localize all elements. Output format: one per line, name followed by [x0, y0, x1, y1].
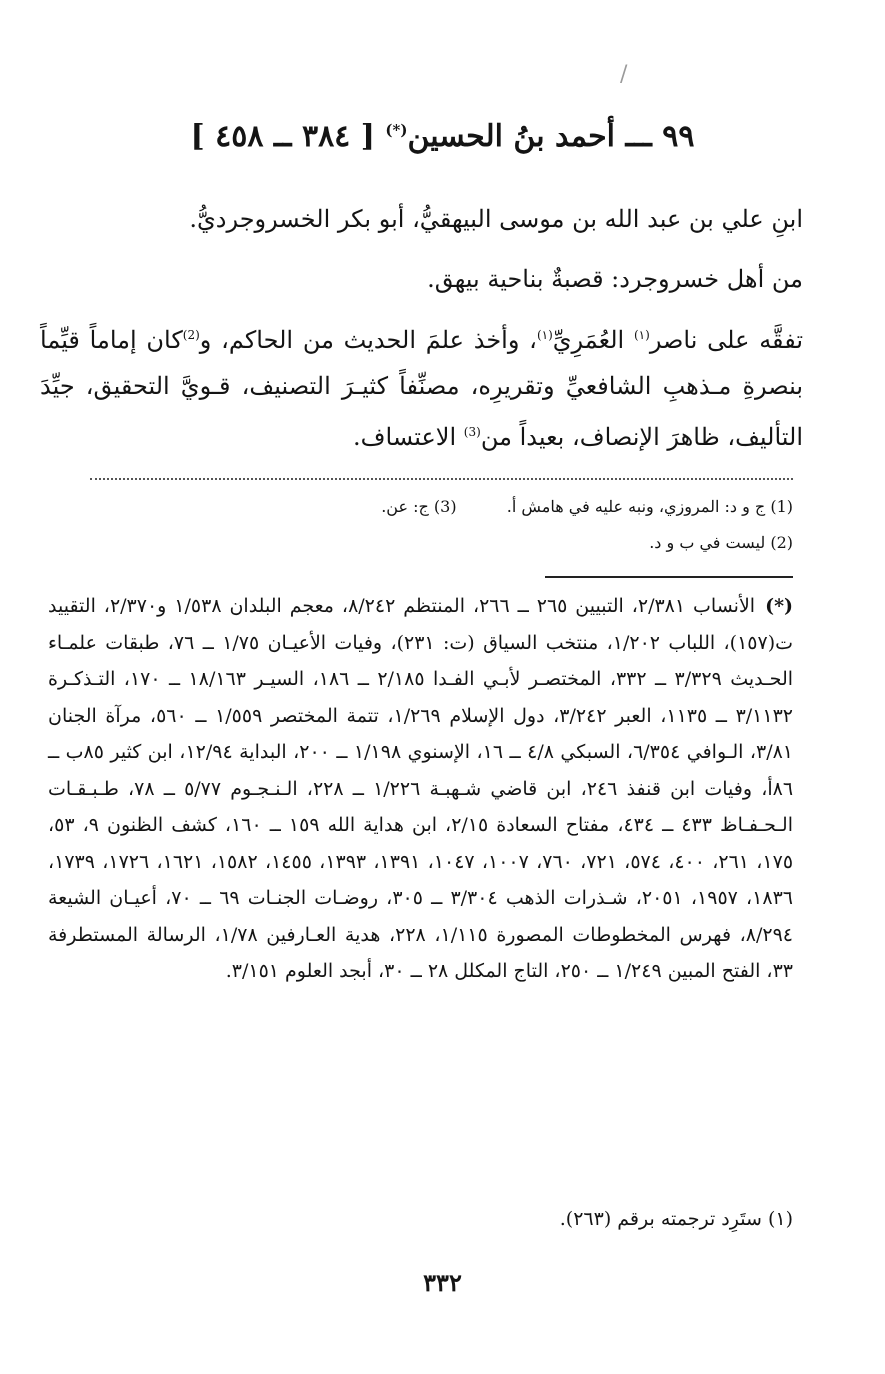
footnote-3-text: ج: عن. [381, 497, 429, 516]
references-text: الأنساب ٢/٣٨١، التبيين ٢٦٥ ــ ٢٦٦، المنتظم ٨/٢٤٢، معجم البلدان ١/٥٣٨ و٢/٣٧٠، التقييد ت(١٥٧)، اللباب ١/٢٠٢، منتخب السياق (ت: ٢٣١)، وفيات الأعيـان ١/٧٥ ــ ٧٦، طبقات علمـاء الحـديث ٣/٣٢٩ ــ ٣٣٢، المختصـر لأبـي الفـدا ٢/١٨٥ ــ ١٨٦، السيـر ١٨/١٦٣ ــ ١٧٠، التـذكـرة ٣/١١٣٢ ــ ١١٣٥، العبر ٣/٢٤٢، دول الإسلام ١/٢٦٩، تتمة المختصر ١/٥٥٩ ــ ٥٦٠، مرآة الجنان ٣/٨١، الـوافي ٦/٣٥٤، السبكي ٤/٨ ــ ١٦، الإسنوي ١/١٩٨ ــ ٢٠٠، البداية ١٢/٩٤، ابن كثير ٨٥ب ــ ٨٦أ، وفيات ابن قنفذ ٢٤٦، ابن قاضي شـهبـة ١/٢٢٦ ــ ٢٢٨، الـنـجـوم ٥/٧٧ ــ ٧٨، طـبـقـات الـحـفـاظ ٤٣٣ ــ ٤٣٤، مفتاح السعادة ٢/١٥، ابن هداية الله ١٥٩ ــ ١٦٠، كشف الظنون ٩، ٥٣، ١٧٥، ٢٦١، ٤٠٠، ٥٧٤، ٧٢١، ٧٦٠، ١٠٠٧، ١٠٤٧، ١٣٩١، ١٣٩٣، ١٤٥٥، ١٥٨٢، ١٦٢١، ١٧٢٦، ١٧٣٩، ١٨٣٦، ١٩٥٧، ٢٠٥١، شـذرات الذهب ٣/٣٠٤ ــ ٣٠٥، روضـات الجنـات ٦٩ ــ ٧٠، أعيـان الشيعة ٨/٢٩٤، فهرس المخطوطات المصورة ١/١١٥، ٢٢٨، هدية العـارفين ١/٧٨، الرسالة المستطرفة ٣٣، الفتح المبين ١/٢٤٩ ــ ٢٥٠، التاج المكلل ٢٨ ــ ٣٠، أبجد العلوم ٣/١٥١. [48, 595, 794, 982]
references-separator [545, 576, 793, 578]
reference-note-mark: (١) [767, 1208, 793, 1230]
entry-number: ٩٩ [662, 119, 695, 154]
body-paragraph-biography [40, 312, 803, 460]
references-block [48, 588, 793, 990]
footnote-1-mark: (1) [770, 497, 793, 516]
footnote-separator-dotted [90, 478, 793, 480]
footnote-2-text: ليست في ب و د. [649, 533, 766, 552]
footnote-3-mark: (3) [433, 497, 457, 516]
bio-text-c: ، وأخذ علمَ الحديث من الحاكم، و [199, 326, 537, 354]
footnote-ref-2: (2) [182, 328, 200, 342]
entry-dash: ـــ [625, 119, 652, 154]
references-marker: (*) [765, 595, 793, 617]
footnote-ref-1: (١) [633, 328, 650, 342]
bio-text-a: تفقَّه على ناصر [649, 326, 804, 354]
bio-text-b: العُمَرِيِّ [552, 326, 634, 354]
entry-title [60, 104, 825, 156]
pencil-mark: / [620, 62, 628, 87]
entry-years: [ ٣٨٤ ــ ٤٥٨ ] [190, 119, 375, 154]
body-line-lineage: ابنِ علي بن عبد الله بن موسى البيهقيُّ، أبو بكر الخسروجرديُّ. [189, 205, 803, 233]
footnote-2-mark: (2) [770, 533, 793, 552]
bio-text-e: الاعتساف. [353, 423, 464, 451]
footnote-line-1 [381, 494, 793, 520]
footnote-1-text: ج و د: المروزي، ونبه عليه في هامش أ. [506, 497, 766, 516]
entry-name: أحمد بنُ الحسين [407, 119, 615, 154]
footnote-ref-1b: (١) [536, 328, 553, 342]
bio-text-d: كان إماماً قيِّماً بنصرةِ مـذهبِ الشافعيِّ وتقريرِه، مصنِّفاً كثيـرَ التصنيف، قـويَّ التحقيق، جيِّدَ التأليف، ظاهرَ الإنصاف، بعيداً من [40, 326, 803, 451]
footnote-ref-3: (3) [463, 425, 481, 439]
reference-note-text: ستَرِد ترجمته برقم (٢٦٣). [559, 1208, 762, 1230]
entry-star-note: (*) [385, 121, 408, 139]
body-line-origin: من أهل خسروجرد: قصبةٌ بناحية بيهق. [427, 265, 803, 293]
page-number: ٣٣٢ [423, 1268, 462, 1297]
footnote-line-2 [649, 530, 793, 556]
reference-note [560, 1204, 793, 1234]
